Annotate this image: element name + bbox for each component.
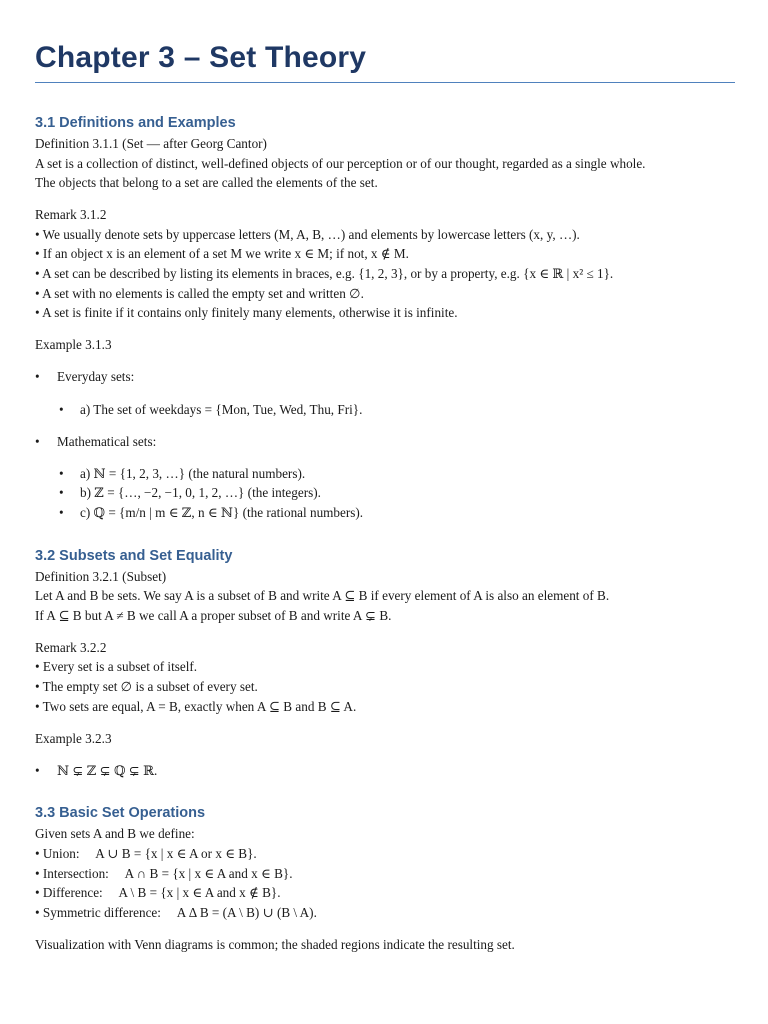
section-heading-3-1: 3.1 Definitions and Examples [35,115,236,131]
operation-line: • Difference: A \ B = {x | x ∈ A and x ∉ B}. [35,885,281,901]
section-3-2 [35,545,735,781]
list-item-text: b) ℤ = {…, −2, −1, 0, 1, 2, …} (the integers). [80,485,321,501]
remark-line: • A set with no elements is called the empty set and written ∅. [35,285,364,301]
section-3-3 [35,802,735,954]
intro-line: Given sets A and B we define: [35,826,195,842]
list-item [35,503,735,523]
list-item [35,367,735,387]
list-item-text: ℕ ⊊ ℤ ⊊ ℚ ⊊ ℝ. [57,762,158,778]
section-3-1 [35,112,735,523]
bullet-icon: • [59,401,64,417]
section-heading-3-2: 3.2 Subsets and Set Equality [35,547,233,564]
operation-line: • Union: A ∪ B = {x | x ∈ A or x ∈ B}. [35,845,257,861]
bullet-icon: • [59,504,64,520]
section-heading-3-3: 3.3 Basic Set Operations [35,805,206,822]
chapter-title: Chapter 3 – Set Theory [35,41,367,74]
remark-line: • If an object x is an element of a set M we write x ∈ M; if not, x ∉ M. [35,246,409,262]
list-item [35,432,735,452]
document-page [35,36,735,954]
remark-title: Remark 3.1.2 [35,207,107,223]
list-item [35,464,735,484]
list-item-label: Everyday sets: [57,369,135,385]
bullet-icon: • [35,369,40,385]
definition-title: Definition 3.1.1 (Set — after Georg Cantor) [35,136,267,151]
list-item [35,483,735,503]
definition-line: Let A and B be sets. We say A is a subset of B and write A ⊆ B if every element of A is also an element of B. [35,588,610,604]
operation-line: • Symmetric difference: A Δ B = (A \ B) ∪ (B \ A). [35,904,317,920]
definition-title: Definition 3.2.1 (Subset) [35,568,167,584]
remark-line: • A set can be described by listing its elements in braces, e.g. {1, 2, 3}, or by a property, e.g. {x ∈ ℝ | x² ≤ 1}. [35,266,614,282]
remark-line: • Every set is a subset of itself. [35,659,198,675]
note-line: Visualization with Venn diagrams is common; the shaded regions indicate the resulting set. [35,936,515,952]
list-item [35,761,735,781]
list-item-text: c) ℚ = {m/n | m ∈ ℤ, n ∈ ℕ} (the rational numbers). [80,504,364,520]
bullet-icon: • [59,465,64,481]
title-rule [35,82,735,83]
bullet-icon: • [35,433,40,449]
bullet-icon: • [59,485,64,501]
remark-line: • We usually denote sets by uppercase letters (M, A, B, …) and elements by lowercase letters (x, y, …). [35,226,580,242]
example-title: Example 3.1.3 [35,337,112,353]
list-item-text: a) The set of weekdays = {Mon, Tue, Wed, Thu, Fri}. [80,401,363,417]
list-item-label: Mathematical sets: [57,433,157,449]
list-item [35,400,735,420]
operation-line: • Intersection: A ∩ B = {x | x ∈ A and x ∈ B}. [35,865,293,881]
remark-line: • A set is finite if it contains only finitely many elements, otherwise it is infinite. [35,305,458,321]
remark-line: • The empty set ∅ is a subset of every set. [35,678,258,694]
list-item-text: a) ℕ = {1, 2, 3, …} (the natural numbers). [80,465,306,481]
example-title: Example 3.2.3 [35,730,112,746]
definition-line: If A ⊆ B but A ≠ B we call A a proper subset of B and write A ⊊ B. [35,607,392,623]
remark-title: Remark 3.2.2 [35,639,107,655]
definition-line: The objects that belong to a set are called the elements of the set. [35,175,378,191]
remark-line: • Two sets are equal, A = B, exactly when A ⊆ B and B ⊆ A. [35,698,357,714]
bullet-icon: • [35,762,40,778]
definition-line: A set is a collection of distinct, well-defined objects of our perception or of our thought, regarded as a single whole. [35,155,646,171]
